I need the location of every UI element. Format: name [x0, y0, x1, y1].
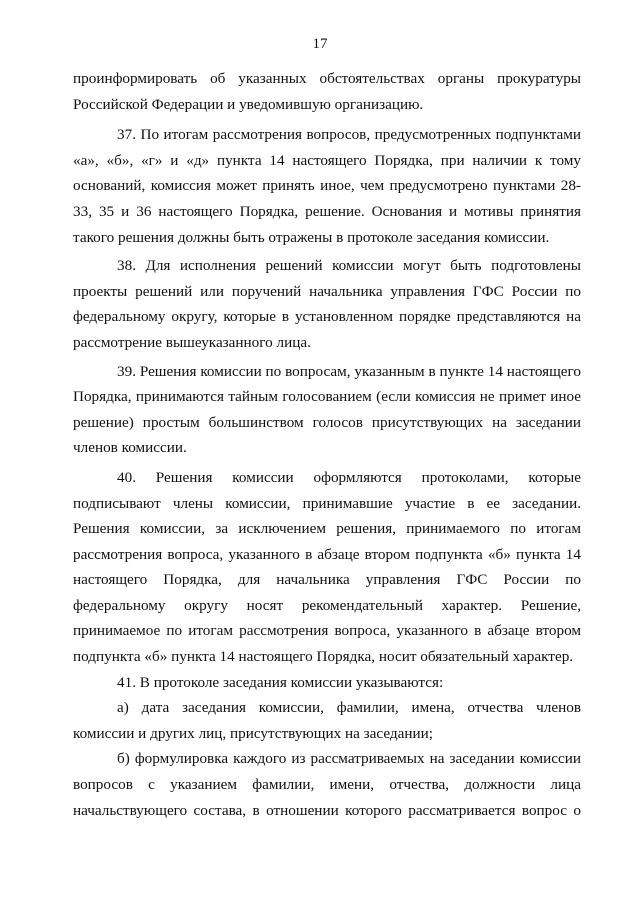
page-number: 17: [312, 36, 328, 52]
paragraph-item-b: б) формулировка каждого из рассматриваемых на заседании комиссии вопросов с указанием фамилии, имени, отчества, должности лица начальствующего состава, в отношении которого рассматривается вопрос о: [73, 750, 581, 819]
paragraph-40: 40. Решения комиссии оформляются протоколами, которые подписывают члены комиссии, принимавшие участие в ее заседании. Решения комиссии, за исключением решения, принимаемого по итогам рассмотрения вопроса, указанного в абзаце втором подпункта «б» пункта 14 настоящего Порядка, для начальника управления ГФС России по федеральному округу носят рекомендательный характер. Решение, принимаемое по итогам рассмотрения вопроса, указанного в абзаце втором подпункта «б» пункта 14 настоящего Порядка, носит обязательный характер.: [73, 468, 581, 666]
paragraph-38: 38. Для исполнения решений комиссии могут быть подготовлены проекты решений или поручений начальника управления ГФС России по федеральному округу, которые в установленном порядке представляются на рассмотрение вышеуказанного лица.: [73, 257, 581, 351]
paragraph-continuation: проинформировать об указанных обстоятельствах органы прокуратуры Российской Федерации и уведомившую организацию.: [73, 70, 581, 113]
paragraph-37: 37. По итогам рассмотрения вопросов, предусмотренных подпунктами «а», «б», «г» и «д» пункта 14 настоящего Порядка, при наличии к тому оснований, комиссия может принять иное, чем предусмотрено пунктами 28-33, 35 и 36 настоящего Порядка, решение. Основания и мотивы принятия такого решения должны быть отражены в протоколе заседания комиссии.: [73, 126, 581, 246]
document-body: [73, 66, 581, 823]
paragraph-39: 39. Решения комиссии по вопросам, указанным в пункте 14 настоящего Порядка, принимаются тайным голосованием (если комиссия не примет иное решение) простым большинством голосов присутствующих на заседании членов комиссии.: [73, 362, 581, 457]
paragraph-item-a: а) дата заседания комиссии, фамилии, имена, отчества членов комиссии и других лиц, присутствующих на заседании;: [73, 699, 581, 742]
paragraph-41: 41. В протоколе заседания комиссии указываются:: [117, 673, 444, 691]
